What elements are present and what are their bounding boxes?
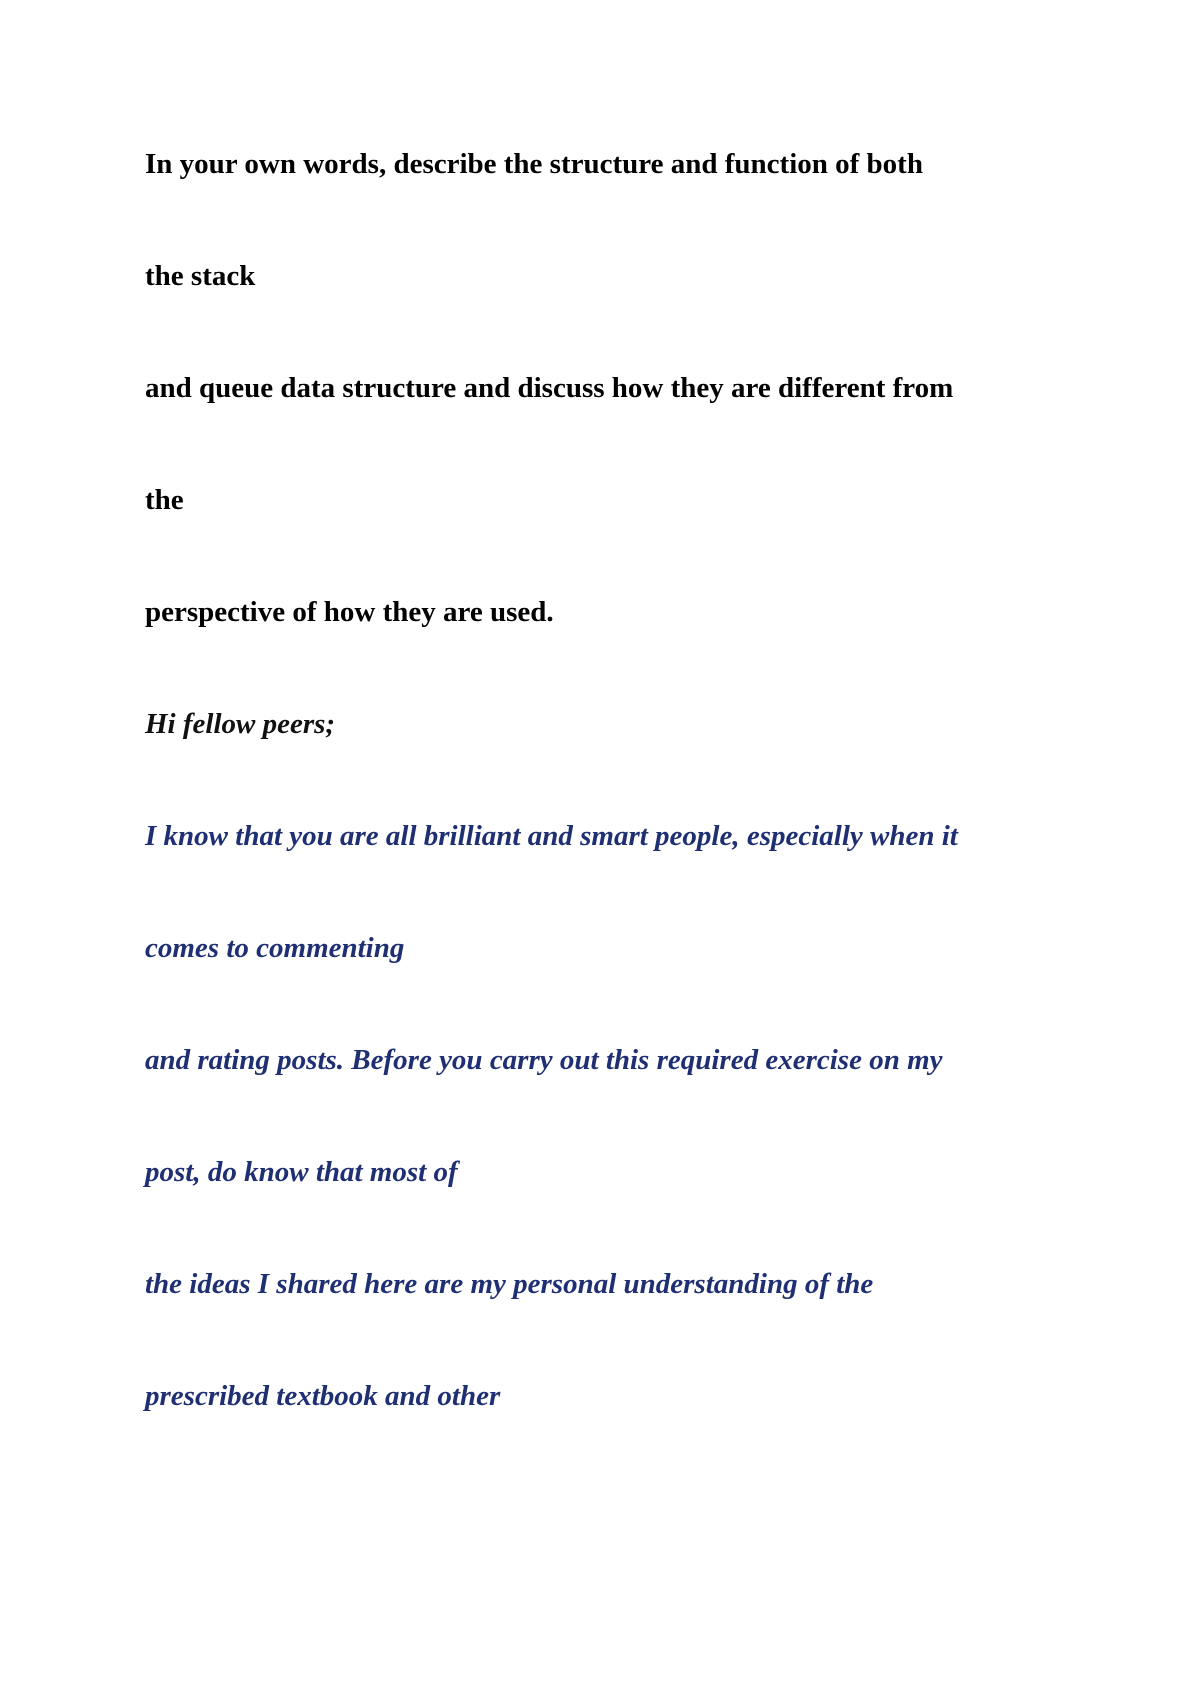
- body-line: and rating posts. Before you carry out this required exercise on my: [145, 1044, 943, 1076]
- question-line: perspective of how they are used.: [145, 596, 554, 628]
- body-line: I know that you are all brilliant and smart people, especially when it: [145, 820, 958, 852]
- question-line: the: [145, 484, 184, 516]
- greeting-line: Hi fellow peers;: [145, 708, 336, 740]
- body-line: the ideas I shared here are my personal understanding of the: [145, 1268, 874, 1300]
- question-line: the stack: [145, 260, 256, 292]
- question-line: In your own words, describe the structure and function of both: [145, 148, 923, 180]
- body-line: comes to commenting: [145, 932, 405, 964]
- question-line: and queue data structure and discuss how they are different from: [145, 372, 954, 404]
- body-line: prescribed textbook and other: [145, 1380, 501, 1412]
- body-line: post, do know that most of: [145, 1156, 458, 1188]
